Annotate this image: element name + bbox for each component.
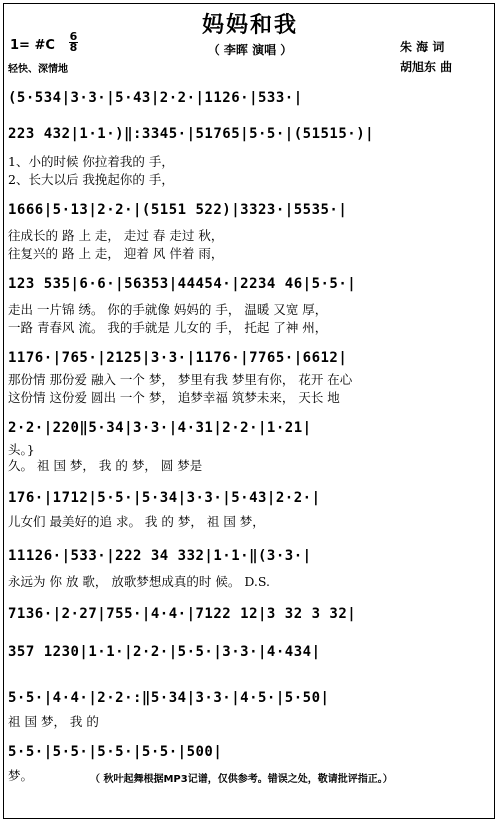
notation-line: 11126·|533·|222 34 332|1·1·‖(3·3·|	[8, 548, 312, 564]
tempo-marking: 轻快、深情地	[8, 64, 68, 75]
footnote: （ 秋叶起舞根据MP3记谱，仅供参考。错误之处，敬请批评指正。）	[90, 774, 393, 785]
notation-line: 1176·|765·|2125|3·3·|1176·|7765·|6612|	[8, 350, 348, 366]
score-row-9	[8, 606, 492, 628]
score-row-6	[8, 420, 492, 480]
lyric-line-1: 永远为 你 放 歌， 放歌梦想成真的时 候。 D.S.	[8, 574, 270, 589]
lyric-line-1: 往成长的 路 上 走， 走过 春 走过 秋，	[8, 228, 224, 243]
lyric-line-1: 1、小的时候 你拉着我的 手，	[8, 154, 174, 169]
lyric-line-2: 2、长大以后 我挽起你的 手，	[8, 172, 174, 187]
score-row-8	[8, 548, 492, 592]
score-row-4	[8, 276, 492, 336]
time-signature-bottom: 8	[69, 41, 78, 54]
time-signature-top: 6	[69, 30, 78, 43]
score-row-3	[8, 202, 492, 262]
lyric-line-2: 一路 青春风 流。 我的手就是 儿女的 手， 托起 了神 州，	[8, 320, 328, 335]
score-row-5	[8, 350, 492, 410]
score-row-1	[8, 90, 492, 112]
song-title: 妈妈和我	[201, 12, 298, 38]
lyric-line-1: 祖 国 梦， 我 的	[8, 714, 99, 729]
score-row-7	[8, 490, 492, 534]
lyricist-credit: 朱 海 词	[400, 40, 445, 54]
lyric-line-2: 往复兴的 路 上 走， 迎着 风 伴着 雨，	[8, 246, 224, 261]
notation-line: 223 432|1·1·)‖:3345·|51765|5·5·|(51515·)|	[8, 126, 375, 142]
singer-credit: （ 李晖 演唱 ）	[207, 43, 293, 57]
lyric-line-1: 头。}	[8, 442, 35, 457]
lyric-line-2: 这份情 这份爱 圆出 一个 梦， 追梦幸福 筑梦未来， 天长 地	[8, 390, 340, 405]
notation-line: 7136·|2·27|755·|4·4·|7122 12|3 32 3 32|	[8, 606, 357, 622]
score-row-11	[8, 690, 492, 734]
time-signature	[69, 32, 78, 53]
key-signature: 1= #C	[10, 38, 55, 53]
lyric-line-1: 梦。	[8, 768, 34, 783]
notation-line: 5·5·|4·4·|2·2·:‖5·34|3·3·|4·5·|5·50|	[8, 690, 330, 706]
lyric-line-1: 那份情 那份爱 融入 一个 梦， 梦里有我 梦里有你， 花开 在心	[8, 372, 353, 387]
notation-line: 357 1230|1·1·|2·2·|5·5·|3·3·|4·434|	[8, 644, 321, 660]
notation-line: 123 535|6·6·|56353|44454·|2234 46|5·5·|	[8, 276, 357, 292]
lyric-line-2: 久。 祖 国 梦， 我 的 梦， 圆 梦是	[8, 458, 203, 473]
composer-credit: 胡旭东 曲	[400, 60, 453, 74]
notation-line: (5·534|3·3·|5·43|2·2·|1126·|533·|	[8, 90, 303, 106]
lyric-line-1: 走出 一片锦 绣。 你的手就像 妈妈的 手， 温暖 又宽 厚，	[8, 302, 328, 317]
notation-line: 5·5·|5·5·|5·5·|5·5·|500|	[8, 744, 223, 760]
notation-line: 2·2·|220‖5·34|3·3·|4·31|2·2·|1·21|	[8, 420, 312, 436]
lyric-line-1: 儿女们 最美好的追 求。 我 的 梦， 祖 国 梦，	[8, 514, 265, 529]
score-row-10	[8, 644, 492, 666]
score-row-2	[8, 126, 492, 186]
notation-line: 1666|5·13|2·2·|(5151 522)|3323·|5535·|	[8, 202, 348, 218]
notation-line: 176·|1712|5·5·|5·34|3·3·|5·43|2·2·|	[8, 490, 321, 506]
